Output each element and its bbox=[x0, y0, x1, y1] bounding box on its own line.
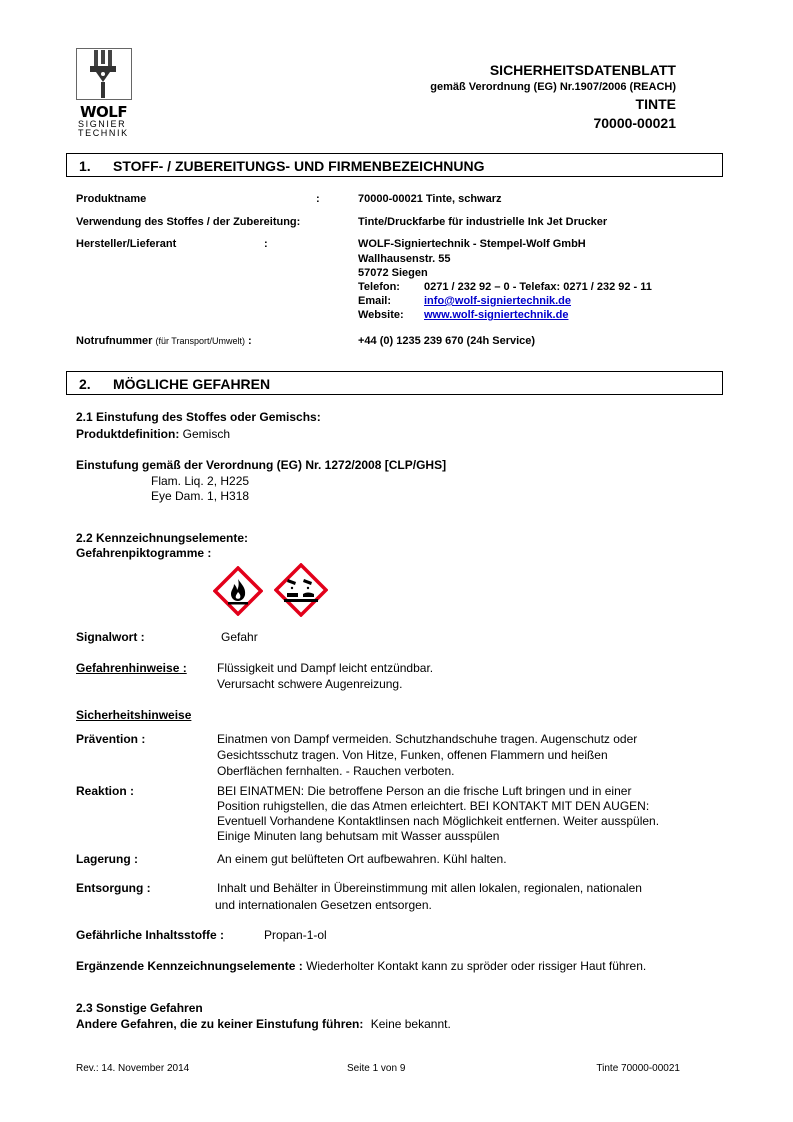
praevention-label: Prävention : bbox=[76, 732, 146, 746]
verwendung-value: Tinte/Druckfarbe für industrielle Ink Jet Drucker bbox=[358, 216, 608, 228]
class-flam-liq: Flam. Liq. 2, H225 bbox=[151, 474, 250, 488]
s21-title: 2.1 Einstufung des Stoffes oder Gemischs: bbox=[76, 410, 321, 424]
corrosion-pictogram-icon bbox=[274, 563, 328, 617]
notruf-row bbox=[76, 335, 252, 347]
company-street: Wallhausenstr. 55 bbox=[358, 253, 451, 265]
footer-rev: Rev.: 14. November 2014 bbox=[76, 1063, 190, 1074]
reaktion-line-4: Einige Minuten lang behutsam mit Wasser ausspülen bbox=[217, 829, 500, 843]
section-1-header bbox=[66, 153, 723, 177]
lagerung-label: Lagerung : bbox=[76, 852, 138, 866]
doc-title: SICHERHEITSDATENBLATT bbox=[489, 62, 676, 78]
hazard-statement-1: Flüssigkeit und Dampf leicht entzündbar. bbox=[217, 661, 434, 675]
company-city: 57072 Siegen bbox=[358, 267, 428, 279]
footer-doc: Tinte 70000-00021 bbox=[596, 1063, 680, 1074]
section-2-title: MÖGLICHE GEFAHREN bbox=[113, 376, 271, 392]
s22-title: 2.2 Kennzeichnungselemente: bbox=[76, 531, 249, 545]
verwendung-label: Verwendung des Stoffes / der Zubereitung: bbox=[76, 216, 301, 228]
entsorgung-line-1: Inhalt und Behälter in Übereinstimmung mit allen lokalen, regionalen, nationalen bbox=[217, 881, 642, 895]
logo-sub2: TECHNIK bbox=[78, 128, 129, 138]
class-eye-dam: Eye Dam. 1, H318 bbox=[151, 489, 250, 503]
andere-label: Andere Gefahren, die zu keiner Einstufung führen: bbox=[76, 1017, 364, 1031]
reaktion-line-1: BEI EINATMEN: Die betroffene Person an die frische Luft bringen und in einer bbox=[217, 784, 632, 798]
notruf-value: +44 (0) 1235 239 670 (24h Service) bbox=[358, 335, 536, 347]
produktdef-label: Produktdefinition: bbox=[76, 427, 180, 441]
website-link[interactable]: www.wolf-signiertechnik.de bbox=[424, 309, 569, 321]
praevention-line-2: Gesichtsschutz tragen. Von Hitze, Funken, offenen Flammern und heißen bbox=[217, 748, 608, 762]
ergaenzende-row bbox=[76, 959, 646, 973]
hazard-statement-2: Verursacht schwere Augenreizung. bbox=[217, 677, 403, 691]
signalwort-value: Gefahr bbox=[221, 630, 258, 644]
logo-sub1: SIGNIER bbox=[78, 119, 127, 129]
gefahrenhinweise-label: Gefahrenhinweise : bbox=[76, 661, 187, 675]
produktdef-row bbox=[76, 427, 230, 441]
inhaltsstoffe-value: Propan-1-ol bbox=[264, 928, 327, 942]
company-logo bbox=[76, 48, 132, 138]
entsorgung-label: Entsorgung : bbox=[76, 881, 151, 895]
entsorgung-line-2: und internationalen Gesetzen entsorgen. bbox=[215, 898, 432, 912]
produktname-value: 70000-00021 Tinte, schwarz bbox=[358, 193, 502, 205]
doc-product: TINTE bbox=[635, 96, 676, 112]
logo-graphic bbox=[76, 48, 132, 100]
andere-row bbox=[76, 1017, 451, 1031]
notruf-label: Notrufnummer bbox=[76, 335, 153, 347]
doc-subtitle: gemäß Verordnung (EG) Nr.1907/2006 (REACH) bbox=[430, 81, 676, 93]
reaktion-label: Reaktion : bbox=[76, 784, 135, 798]
hersteller-colon: : bbox=[264, 238, 268, 250]
produktname-colon: : bbox=[316, 193, 320, 205]
hersteller-label: Hersteller/Lieferant bbox=[76, 238, 177, 250]
section-1-number: 1. bbox=[79, 158, 91, 174]
section-2-header bbox=[66, 371, 723, 395]
produktname-label: Produktname bbox=[76, 193, 147, 205]
einstufung-title: Einstufung gemäß der Verordnung (EG) Nr. 1272/2008 [CLP/GHS] bbox=[76, 458, 447, 472]
doc-code: 70000-00021 bbox=[593, 115, 676, 131]
notruf-small: (für Transport/Umwelt) bbox=[155, 336, 245, 346]
reaktion-line-2: Position ruhigstellen, die das Atmen erleichtert. BEI KONTAKT MIT DEN AUGEN: bbox=[217, 799, 650, 813]
section-1-title: STOFF- / ZUBEREITUNGS- UND FIRMENBEZEICHNUNG bbox=[113, 158, 485, 174]
signalwort-label: Signalwort : bbox=[76, 630, 145, 644]
telefon-value: 0271 / 232 92 – 0 - Telefax: 0271 / 232 92 - 11 bbox=[424, 281, 652, 293]
email-label: Email: bbox=[358, 295, 392, 307]
andere-value: Keine bekannt. bbox=[370, 1017, 451, 1031]
logo-name: WOLF bbox=[80, 103, 128, 121]
sicherheitshinweise-label: Sicherheitshinweise bbox=[76, 708, 192, 722]
reaktion-line-3: Eventuell Vorhandene Kontaktlinsen nach Möglichkeit entfernen. Weiter ausspülen. bbox=[217, 814, 660, 828]
website-label: Website: bbox=[358, 309, 404, 321]
ergaenzende-label: Ergänzende Kennzeichnungselemente : bbox=[76, 959, 303, 973]
telefon-label: Telefon: bbox=[358, 281, 400, 293]
inhaltsstoffe-label: Gefährliche Inhaltsstoffe : bbox=[76, 928, 225, 942]
s23-title: 2.3 Sonstige Gefahren bbox=[76, 1001, 203, 1015]
section-2-number: 2. bbox=[79, 376, 91, 392]
pikto-label: Gefahrenpiktogramme : bbox=[76, 546, 212, 560]
praevention-line-3: Oberflächen fernhalten. - Rauchen verboten. bbox=[217, 764, 455, 778]
lagerung-value: An einem gut belüfteten Ort aufbewahren. Kühl halten. bbox=[217, 852, 507, 866]
produktdef-value: Gemisch bbox=[182, 427, 231, 441]
praevention-line-1: Einatmen von Dampf vermeiden. Schutzhandschuhe tragen. Augenschutz oder bbox=[217, 732, 638, 746]
ergaenzende-value: Wiederholter Kontakt kann zu spröder oder rissiger Haut führen. bbox=[306, 959, 647, 973]
company-name: WOLF-Signiertechnik - Stempel-Wolf GmbH bbox=[358, 238, 586, 250]
notruf-colon: : bbox=[248, 335, 252, 347]
footer-page: Seite 1 von 9 bbox=[347, 1063, 406, 1074]
flame-pictogram-icon bbox=[213, 566, 263, 616]
email-link[interactable]: info@wolf-signiertechnik.de bbox=[424, 295, 572, 307]
